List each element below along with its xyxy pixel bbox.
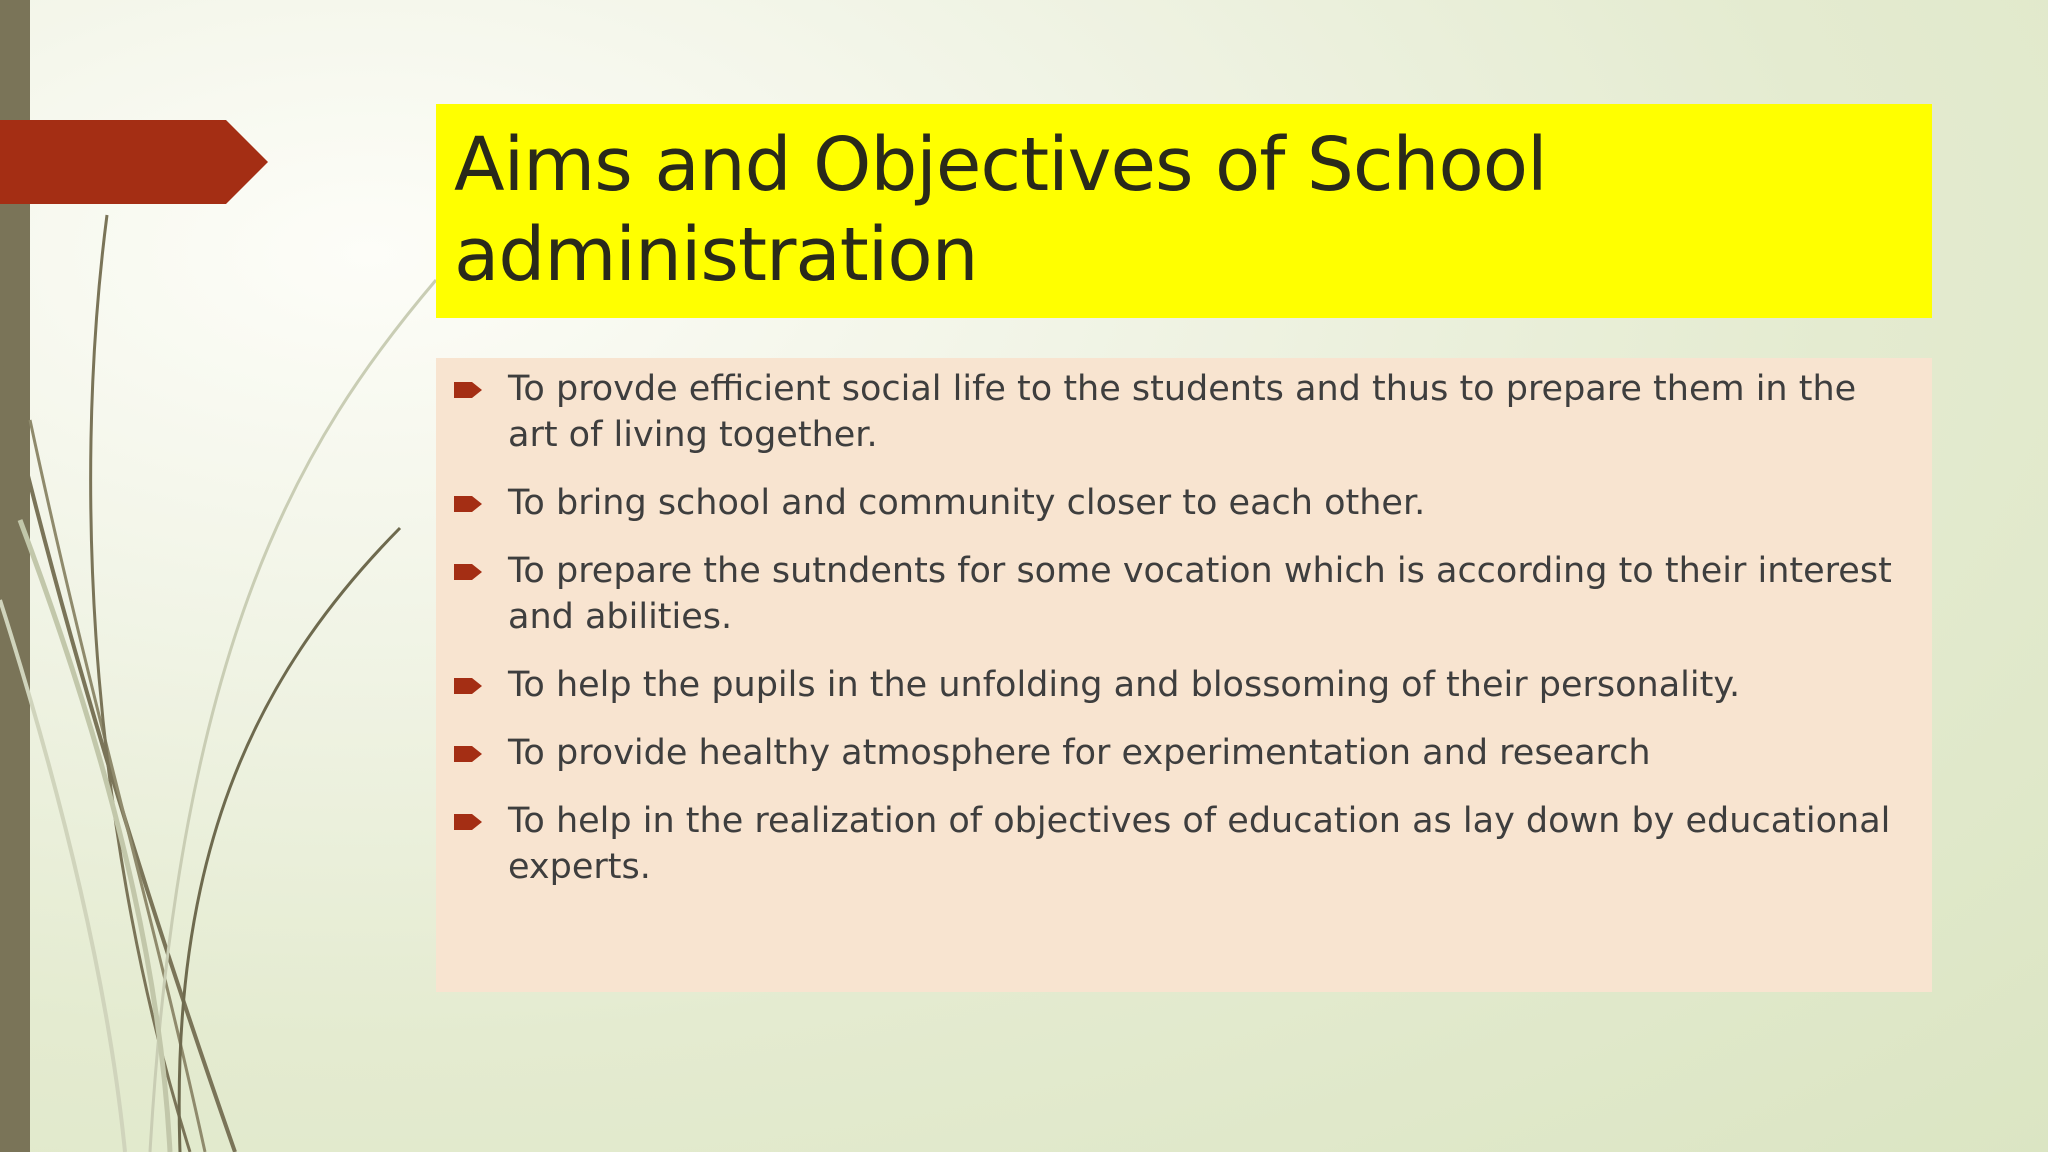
arrow-bullet-icon [454,562,484,582]
slide-title: Aims and Objectives of School administration [454,122,1547,298]
bullet-text: To prepare the sutndents for some vocation which is according to their interest and abilities. [508,551,1892,637]
arrow-bullet-icon [454,380,484,400]
bullet-item [454,366,1892,458]
bullet-list [454,366,1892,890]
arrow-bullet-icon [454,676,484,696]
red-arrow-tab [0,0,270,1152]
bullet-text: To help in the realization of objectives of education as lay down by educational experts. [508,801,1891,887]
bullet-item [454,730,1892,776]
bullet-text: To bring school and community closer to each other. [508,483,1426,523]
arrow-bullet-icon [454,812,484,832]
arrow-bullet-icon [454,744,484,764]
title-box [436,104,1932,318]
bullet-text: To provide healthy atmosphere for experimentation and research [508,733,1651,773]
arrow-bullet-icon [454,494,484,514]
bullet-text: To provde efficient social life to the students and thus to prepare them in the art of living together. [508,369,1857,455]
bullet-item [454,480,1892,526]
content-box [436,358,1932,992]
bullet-item [454,798,1892,890]
bullet-item [454,662,1892,708]
bullet-item [454,548,1892,640]
bullet-text: To help the pupils in the unfolding and blossoming of their personality. [508,665,1741,705]
